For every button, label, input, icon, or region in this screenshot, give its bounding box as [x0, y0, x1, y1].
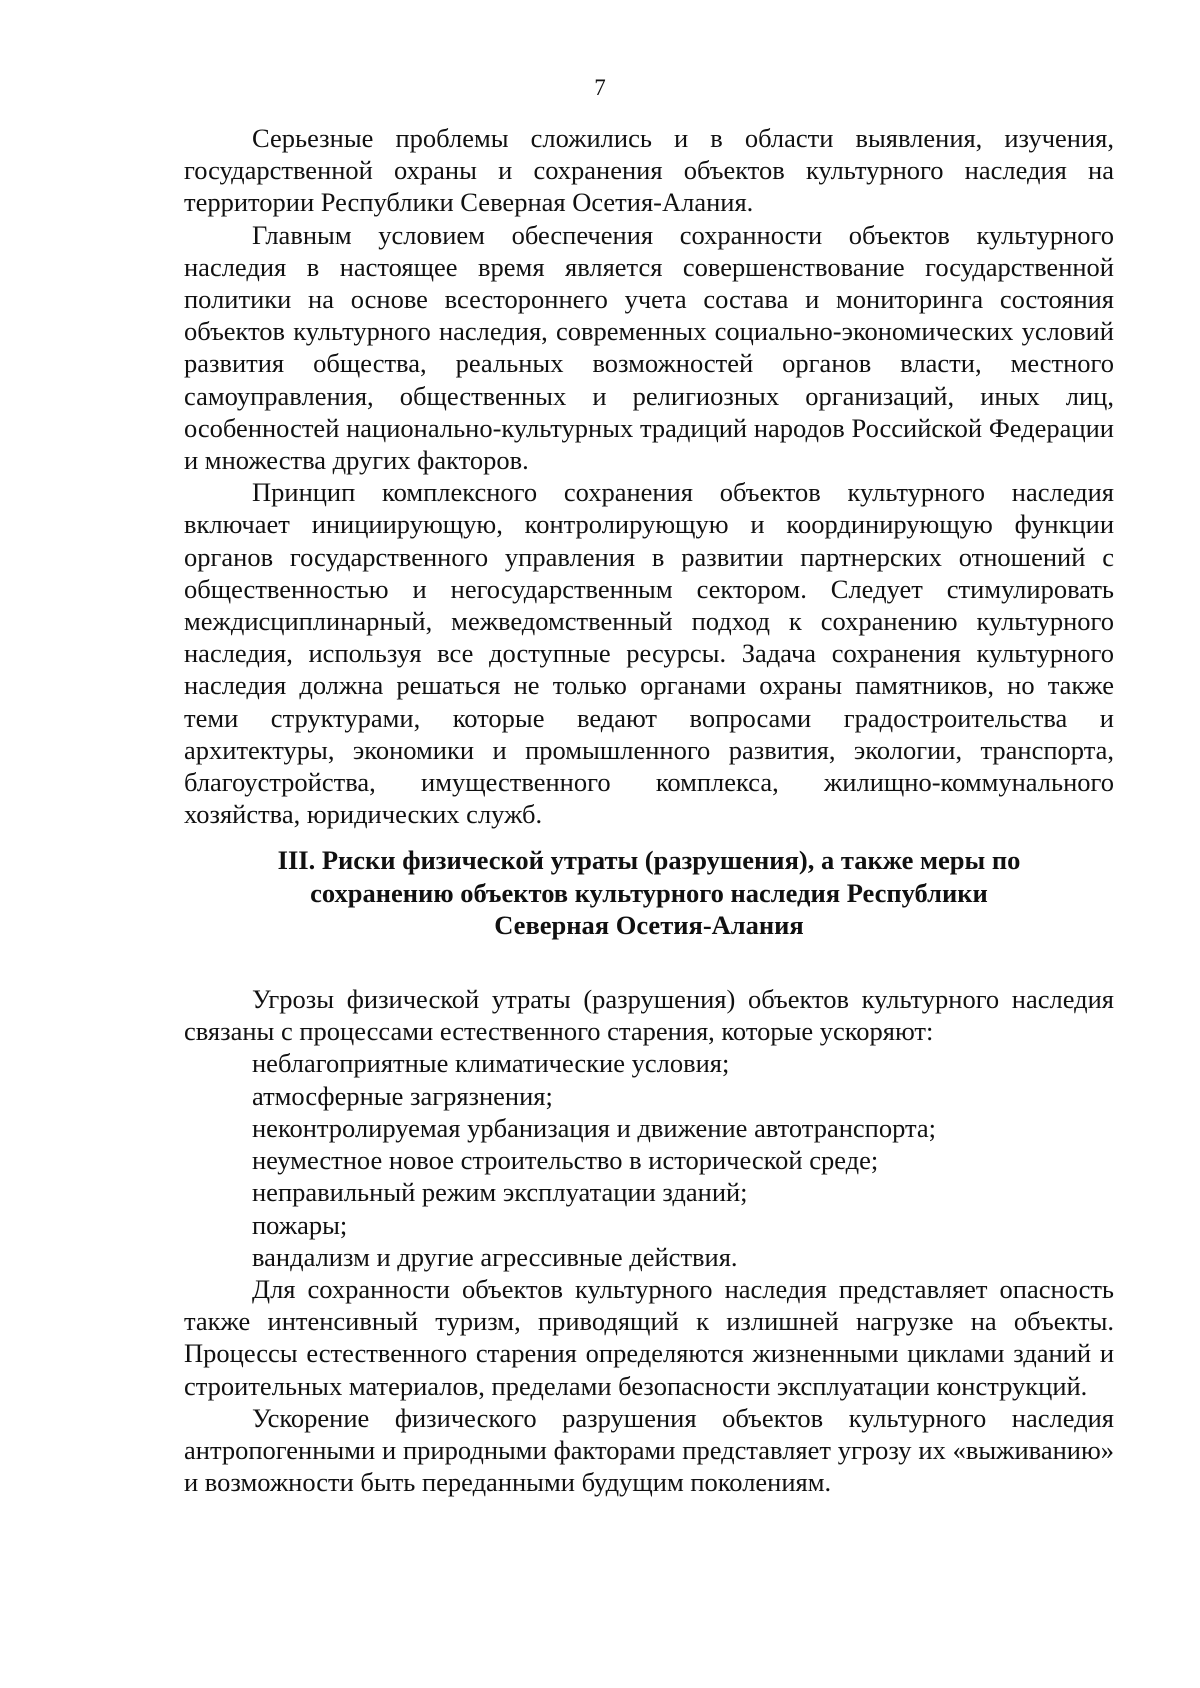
list-item: пожары;: [252, 1209, 348, 1240]
document-body: [184, 122, 1114, 1498]
section-heading-line: III. Риски физической утраты (разрушения), а также меры по: [277, 845, 1021, 876]
page-number: 7: [594, 75, 606, 100]
list-item: атмосферные загрязнения;: [252, 1080, 553, 1111]
section-heading: [184, 844, 1114, 941]
paragraph-acceleration: Ускорение физического разрушения объектов культурного наследия антропогенными и природными факторами представляет угрозу их «выживанию» и возможности быть переданными будущим поколениям.: [184, 1402, 1114, 1498]
section-heading-line: сохранению объектов культурного наследия Республики: [310, 877, 988, 908]
paragraph-threats-intro: Угрозы физической утраты (разрушения) объектов культурного наследия связаны с процессами естественного старения, которые ускоряют:: [184, 984, 1114, 1047]
list-item: неконтролируемая урбанизация и движение автотранспорта;: [252, 1112, 937, 1143]
paragraph-complex-principle: Принцип комплексного сохранения объектов культурного наследия включает инициирующую, контролирующую и координирующую функции органов государственного управления в развитии партнерских отношений с общественностью и негосударственным сектором. Следует стимулировать междисциплинарный, межведомственный подход к сохранению культурного наследия, используя все доступные ресурсы. Задача сохранения культурного наследия должна решаться не только органами охраны памятников, но также теми структурами, которые ведают вопросами градостроительства и архитектуры, экономики и промышленного развития, экологии, транспорта, благоустройства, имущественного комплекса, жилищно-коммунального хозяйства, юридических служб.: [184, 477, 1114, 830]
list-item: неправильный режим эксплуатации зданий;: [252, 1177, 748, 1208]
paragraph-tourism: Для сохранности объектов культурного наследия представляет опасность также интенсивный туризм, приводящий к излишней нагрузке на объекты. Процессы естественного старения определяются жизненными циклами зданий и строительных материалов, пределами безопасности эксплуатации конструкций.: [184, 1273, 1114, 1401]
list-item: неуместное новое строительство в исторической среде;: [252, 1145, 879, 1176]
list-item: неблагоприятные климатические условия;: [252, 1048, 730, 1079]
paragraph-main-condition: Главным условием обеспечения сохранности объектов культурного наследия в настоящее время является совершенствование государственной политики на основе всестороннего учета состава и мониторинга состояния объектов культурного наследия, современных социально-экономических условий развития общества, реальных возможностей органов власти, местного самоуправления, общественных и религиозных организаций, иных лиц, особенностей национально-культурных традиций народов Российской Федерации и множества других факторов.: [184, 219, 1114, 476]
list-item: вандализм и другие агрессивные действия.: [252, 1241, 738, 1272]
spacer: [184, 941, 1114, 983]
paragraph-problems: Серьезные проблемы сложились и в области выявления, изучения, государственной охраны и сохранения объектов культурного наследия на территории Республики Северная Осетия-Алания.: [184, 123, 1114, 218]
section-heading-line: Северная Осетия-Алания: [494, 909, 804, 940]
threats-list: [184, 1047, 1114, 1272]
